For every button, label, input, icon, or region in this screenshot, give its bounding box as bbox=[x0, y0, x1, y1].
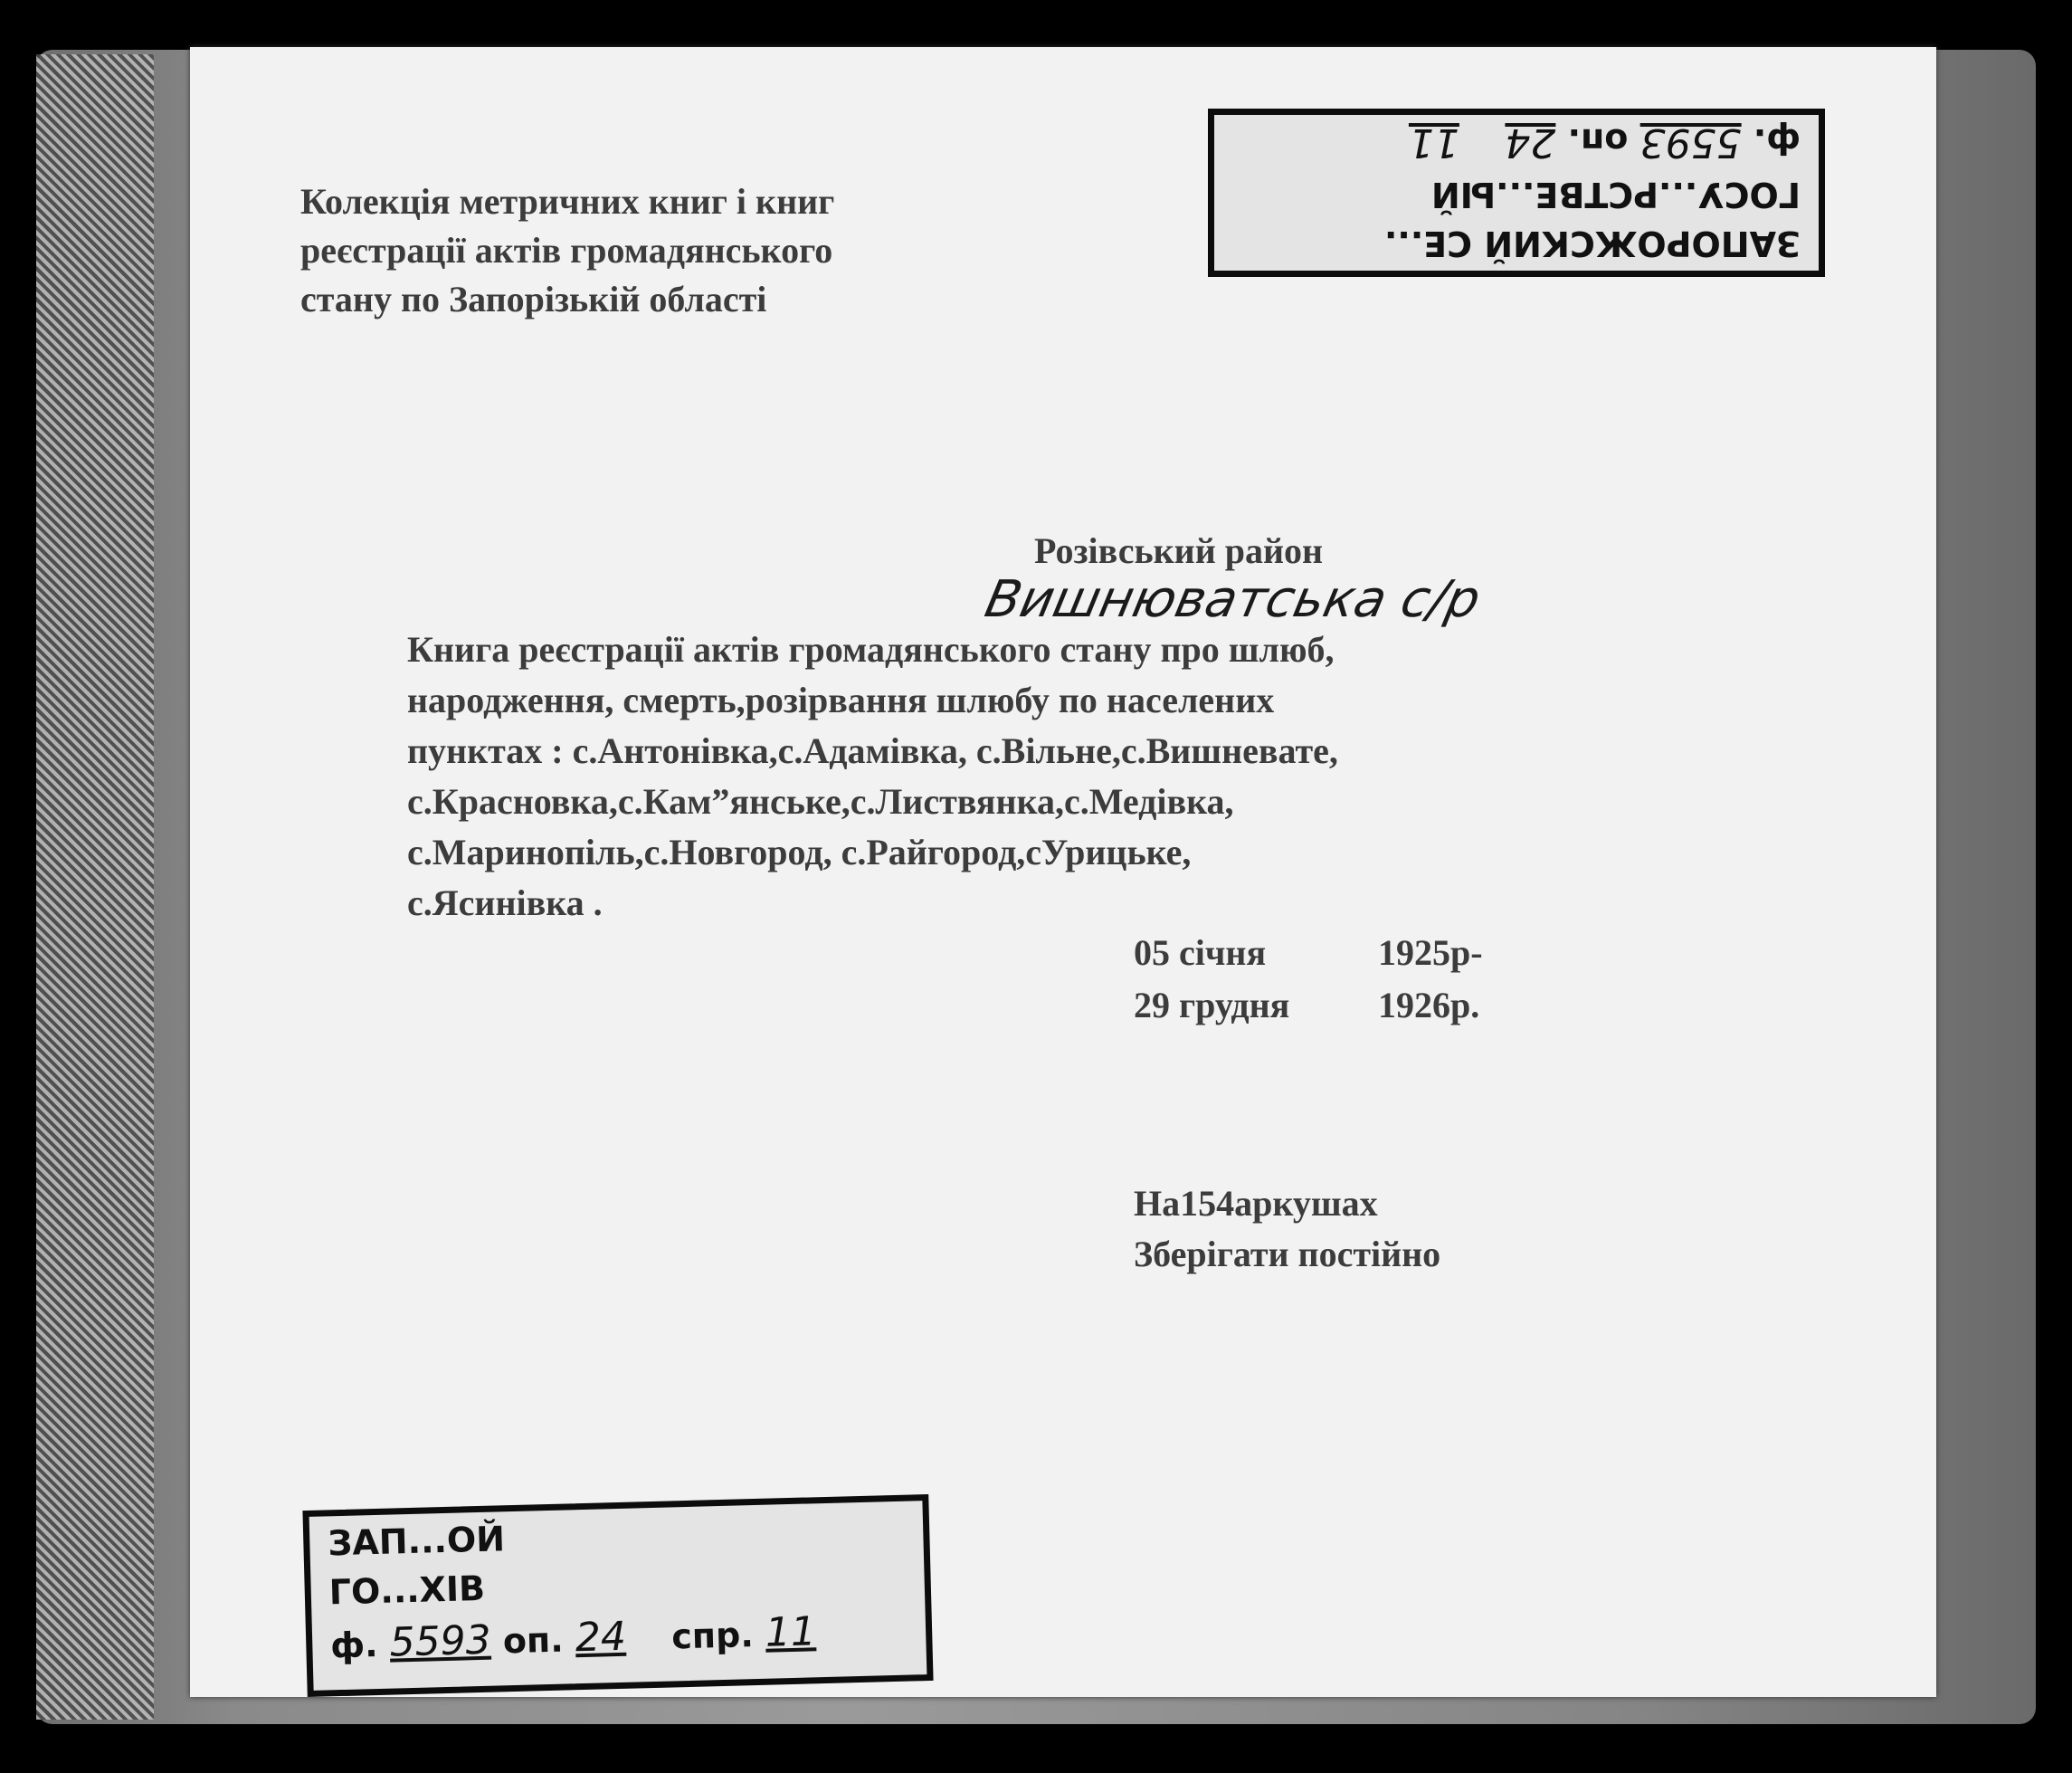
stamp-bottom-opis-label: оп. bbox=[502, 1619, 565, 1662]
stamp-top-case: 11 bbox=[1408, 119, 1459, 166]
stamp-top-line-3 bbox=[1409, 119, 1801, 166]
handwritten-council-name: Вишнюватська с/р bbox=[980, 570, 1486, 629]
stamp-bottom-case-label: спр. bbox=[670, 1615, 755, 1657]
stamp-bottom-opis: 24 bbox=[575, 1613, 627, 1662]
collection-title-line-1: Колекція метричних книг і книг bbox=[300, 181, 835, 222]
date-range bbox=[1134, 927, 1483, 1032]
stamp-bottom-line-3 bbox=[330, 1608, 817, 1667]
date-end-year: 1926р. bbox=[1378, 985, 1480, 1025]
district-name: Розівський район bbox=[1034, 530, 1324, 571]
stamp-bottom-fond: 5593 bbox=[388, 1616, 492, 1666]
stamp-top-line-2: ГОСУ...РСТВЕ...ЫЙ bbox=[1430, 175, 1801, 214]
sheet-info bbox=[1134, 1178, 1440, 1280]
description-line-4: с.Красновка,с.Кам”янське,с.Листвянка,с.Медівка, bbox=[407, 781, 1234, 822]
date-start-year: 1925р- bbox=[1378, 932, 1483, 973]
stamp-top-fond: 5593 bbox=[1640, 119, 1742, 166]
archive-stamp-bottom bbox=[302, 1494, 933, 1697]
stamp-top-fond-label: ф. bbox=[1753, 121, 1801, 161]
collection-title bbox=[300, 177, 834, 324]
description-line-1: Книга реєстрації актів громадянського стану про шлюб, bbox=[407, 629, 1335, 670]
stamp-top-line-1: ЗАПОРОЖСКИЙ СЕ... bbox=[1383, 224, 1801, 263]
description-line-6: с.Ясинівка . bbox=[407, 882, 603, 923]
archive-stamp-top bbox=[1208, 109, 1825, 277]
stamp-bottom-fond-label: ф. bbox=[329, 1624, 379, 1666]
register-description bbox=[407, 624, 1338, 929]
stamp-top-opis-label: оп. bbox=[1567, 121, 1629, 161]
sheet-count: На154аркушах bbox=[1134, 1183, 1378, 1224]
description-line-5: с.Маринопіль,с.Новгород, с.Райгород,сУрицьке, bbox=[407, 832, 1192, 872]
date-end-day: 29 грудня bbox=[1134, 985, 1290, 1025]
date-start bbox=[1134, 927, 1483, 979]
stamp-bottom-case: 11 bbox=[765, 1608, 817, 1656]
stamp-bottom-line-1: ЗАП...ОЙ bbox=[327, 1519, 506, 1564]
cloth-spine bbox=[36, 54, 154, 1720]
collection-title-line-2: реєстрації актів громадянського bbox=[300, 230, 833, 271]
stamp-top-opis: 24 bbox=[1505, 119, 1556, 166]
date-end bbox=[1134, 979, 1483, 1032]
description-line-3: пунктах : с.Антонівка,с.Адамівка, с.Вільне,с.Вишневате, bbox=[407, 730, 1338, 771]
stamp-bottom-line-2: ГО...ХІВ bbox=[328, 1568, 486, 1613]
date-start-day: 05 січня bbox=[1134, 932, 1267, 973]
description-line-2: народження, смерть,розірвання шлюбу по населених bbox=[407, 680, 1275, 720]
retention-note: Зберігати постійно bbox=[1134, 1234, 1441, 1274]
collection-title-line-3: стану по Запорізькій області bbox=[300, 279, 767, 319]
